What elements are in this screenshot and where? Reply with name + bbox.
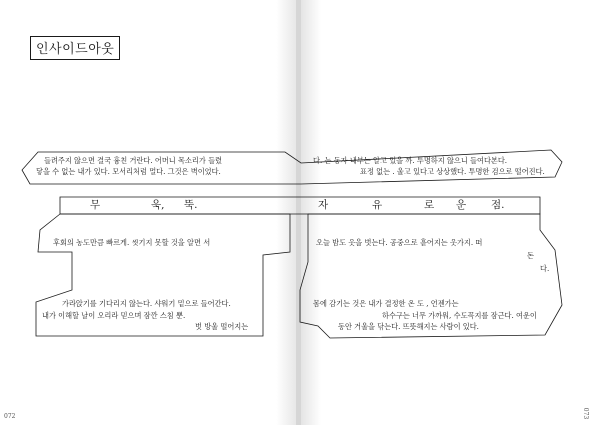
band-word-4: 자 bbox=[318, 199, 329, 211]
right-middle-line-1: 오늘 밤도 옷을 벗는다. 공중으로 흩어지는 옷가지. 떠 bbox=[316, 238, 483, 247]
left-bottom-line-3: 벗 방울 떨어지는 bbox=[195, 322, 249, 331]
left-bottom-line-2: 내가 이해할 날이 오리라 믿으며 잠깐 스침 뿐. bbox=[42, 311, 186, 320]
band-word-2: 욱, bbox=[151, 199, 165, 211]
band-word-6: 로 bbox=[424, 199, 435, 211]
page-number-right: 073 bbox=[581, 407, 589, 420]
right-bottom-line-3: 동안 거울을 닦는다. 뜨뜻해지는 사람이 있다. bbox=[338, 322, 479, 331]
right-bottom-line-1: 몸에 감기는 것은 내가 결정한 온 도 , 언젠가는 bbox=[313, 299, 459, 308]
band-word-3: 뚝. bbox=[184, 199, 198, 211]
band-word-8: 점. bbox=[491, 199, 505, 211]
band-word-5: 유 bbox=[372, 199, 383, 211]
band-word-7: 운 bbox=[456, 199, 467, 211]
left-top-line-1: 들려주지 않으면 결국 흉친 거란다. 어머니 목소리가 들렸 bbox=[44, 156, 222, 165]
right-middle-line-2: 돈 bbox=[527, 251, 534, 260]
left-bottom-line-1: 가라앉기를 기다리지 않는다. 샤워기 밑으로 들어간다. bbox=[62, 299, 231, 308]
page-title: 인사이드아웃 bbox=[30, 36, 120, 60]
spread-band bbox=[0, 197, 597, 213]
left-middle-line-1: 후회의 농도만큼 빠르게. 씻기지 못할 것을 알면 서 bbox=[53, 238, 211, 247]
right-bottom-line-2: 하수구는 너무 가까워, 수도꼭지를 잠근다. 여운이 bbox=[382, 311, 537, 320]
band-word-1: 무 bbox=[90, 199, 101, 211]
page-number-left: 072 bbox=[4, 413, 16, 420]
left-top-line-2: 닿을 수 없는 내가 있다. 모서리처럼 멀다. 그것은 벽이었다. bbox=[36, 167, 221, 176]
right-middle-line-3: 다. bbox=[540, 264, 550, 273]
right-top-line-1: 다. 는 동자 내부는 알고 있을 까. 투명하지 않으니 들여다본다. bbox=[313, 156, 508, 165]
right-top-line-2: 표정 없는 . 울고 있다고 상상했다. 투명한 검으로 떨어진다. bbox=[360, 167, 545, 176]
